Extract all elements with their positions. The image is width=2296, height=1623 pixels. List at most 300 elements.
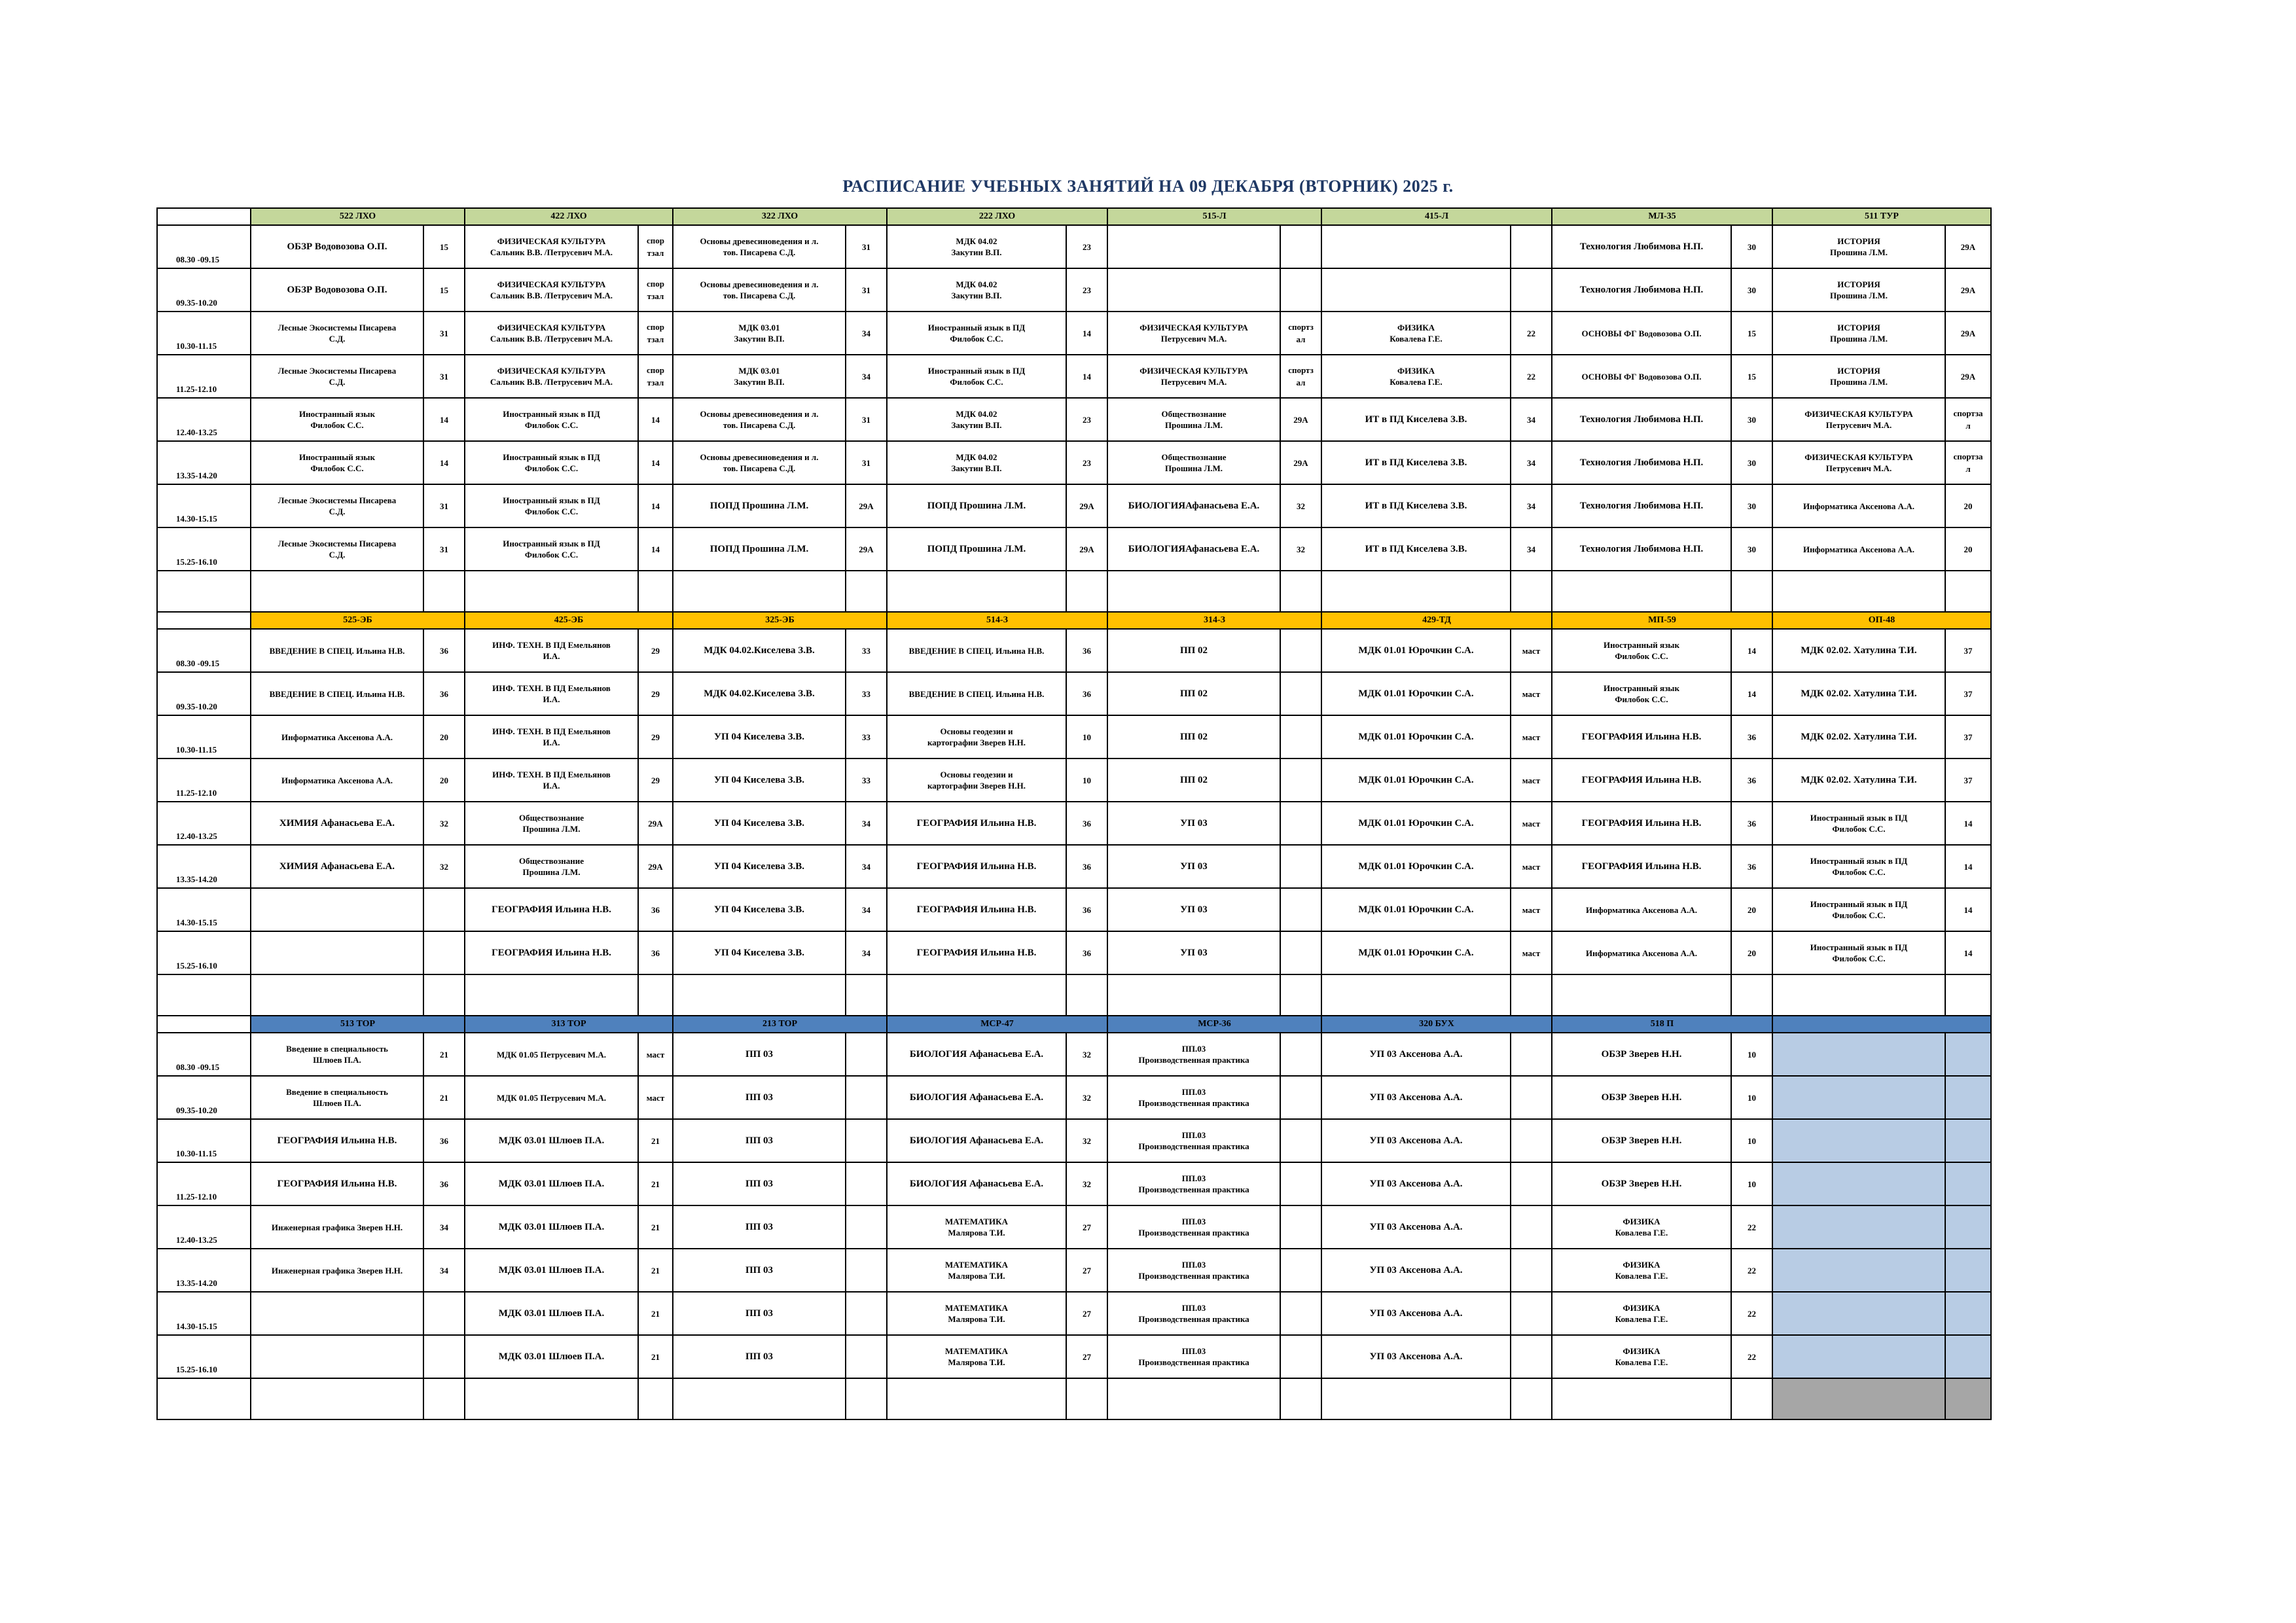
lesson-row bbox=[157, 268, 1991, 312]
subject-cell: ГЕОГРАФИЯ Ильина Н.В. bbox=[887, 802, 1066, 845]
subject-cell: МДК 03.01 Шлюев П.А. bbox=[465, 1119, 638, 1162]
subject-cell: Иностранный язык Филобок С.С. bbox=[1552, 672, 1731, 715]
subject-cell bbox=[1772, 1033, 1945, 1076]
room-cell bbox=[1280, 629, 1321, 672]
subject-cell: ФИЗИКА Ковалева Г.Е. bbox=[1552, 1335, 1731, 1378]
subject-cell: Основы геодезии и картографии Зверев Н.Н. bbox=[887, 758, 1066, 802]
room-cell: 27 bbox=[1066, 1292, 1107, 1335]
subject-cell: УП 03 bbox=[1107, 888, 1280, 931]
room-cell: 10 bbox=[1066, 758, 1107, 802]
group-header: 322 ЛХО bbox=[673, 208, 887, 225]
room-cell: спортза л bbox=[1945, 441, 1991, 484]
empty-cell bbox=[887, 571, 1066, 612]
room-cell bbox=[1280, 888, 1321, 931]
subject-cell: ВВЕДЕНИЕ В СПЕЦ. Ильина Н.В. bbox=[251, 629, 423, 672]
subject-cell: Основы древесиноведения и л. тов. Писарева С.Д. bbox=[673, 225, 846, 268]
room-cell: 36 bbox=[1066, 931, 1107, 974]
room-cell: 23 bbox=[1066, 398, 1107, 441]
subject-cell: УП 03 bbox=[1107, 845, 1280, 888]
empty-cell bbox=[1280, 571, 1321, 612]
subject-cell: Информатика Аксенова А.А. bbox=[1552, 931, 1731, 974]
room-cell: 34 bbox=[846, 845, 887, 888]
subject-cell: УП 04 Киселева З.В. bbox=[673, 845, 846, 888]
subject-cell: ПОПД Прошина Л.М. bbox=[887, 484, 1066, 527]
subject-cell: ПП.03 Производственная практика bbox=[1107, 1162, 1280, 1205]
empty-cell bbox=[423, 1378, 465, 1419]
room-cell: 10 bbox=[1731, 1119, 1772, 1162]
room-cell: 21 bbox=[423, 1033, 465, 1076]
room-cell: 34 bbox=[846, 888, 887, 931]
room-cell bbox=[1280, 715, 1321, 758]
lesson-row bbox=[157, 715, 1991, 758]
empty-cell bbox=[1945, 1378, 1991, 1419]
empty-cell bbox=[1511, 1378, 1552, 1419]
group-header-row bbox=[157, 612, 1991, 629]
header-corner-cell bbox=[157, 612, 251, 629]
subject-cell: МДК 01.01 Юрочкин С.А. bbox=[1321, 845, 1511, 888]
room-cell: 29А bbox=[1945, 355, 1991, 398]
empty-cell bbox=[638, 1378, 673, 1419]
lesson-row bbox=[157, 888, 1991, 931]
room-cell: 37 bbox=[1945, 672, 1991, 715]
room-cell: маст bbox=[1511, 758, 1552, 802]
room-cell: 33 bbox=[846, 758, 887, 802]
room-cell: 31 bbox=[423, 527, 465, 571]
subject-cell: ПП.03 Производственная практика bbox=[1107, 1292, 1280, 1335]
room-cell: 29А bbox=[638, 802, 673, 845]
subject-cell: ОБЗР Зверев Н.Н. bbox=[1552, 1162, 1731, 1205]
room-cell: 29А bbox=[1945, 268, 1991, 312]
subject-cell: ПП 03 bbox=[673, 1205, 846, 1249]
subject-cell: ПП 03 bbox=[673, 1335, 846, 1378]
room-cell: 22 bbox=[1511, 312, 1552, 355]
subject-cell bbox=[1107, 268, 1280, 312]
room-cell: 30 bbox=[1731, 484, 1772, 527]
room-cell: 14 bbox=[1731, 629, 1772, 672]
subject-cell: БИОЛОГИЯАфанасьева Е.А. bbox=[1107, 527, 1280, 571]
time-slot: 08.30 -09.15 bbox=[157, 1033, 251, 1076]
subject-cell bbox=[1107, 225, 1280, 268]
room-cell: спортз ал bbox=[1280, 312, 1321, 355]
room-cell: 14 bbox=[423, 398, 465, 441]
time-slot: 10.30-11.15 bbox=[157, 715, 251, 758]
subject-cell: Иностранный язык в ПД Филобок С.С. bbox=[887, 355, 1066, 398]
lesson-row bbox=[157, 312, 1991, 355]
room-cell: 31 bbox=[423, 312, 465, 355]
subject-cell: Основы древесиноведения и л. тов. Писарева С.Д. bbox=[673, 268, 846, 312]
lesson-row bbox=[157, 758, 1991, 802]
room-cell: 10 bbox=[1731, 1033, 1772, 1076]
group-header: 422 ЛХО bbox=[465, 208, 673, 225]
subject-cell: МАТЕМАТИКА Малярова Т.И. bbox=[887, 1292, 1066, 1335]
subject-cell: Иностранный язык в ПД Филобок С.С. bbox=[1772, 845, 1945, 888]
group-header: 425-ЭБ bbox=[465, 612, 673, 629]
room-cell: 30 bbox=[1731, 268, 1772, 312]
room-cell bbox=[846, 1335, 887, 1378]
room-cell: 37 bbox=[1945, 629, 1991, 672]
empty-cell bbox=[1511, 571, 1552, 612]
time-slot: 08.30 -09.15 bbox=[157, 629, 251, 672]
subject-cell: ФИЗИКА Ковалева Г.Е. bbox=[1321, 355, 1511, 398]
room-cell: 32 bbox=[423, 845, 465, 888]
spacer-row bbox=[157, 974, 1991, 1016]
lesson-row bbox=[157, 1076, 1991, 1119]
room-cell: 29 bbox=[638, 629, 673, 672]
room-cell: 14 bbox=[1945, 802, 1991, 845]
subject-cell: ИТ в ПД Киселева З.В. bbox=[1321, 398, 1511, 441]
empty-cell bbox=[673, 1378, 846, 1419]
room-cell bbox=[423, 931, 465, 974]
room-cell: 29А bbox=[1280, 441, 1321, 484]
subject-cell bbox=[1772, 1119, 1945, 1162]
room-cell: 21 bbox=[638, 1119, 673, 1162]
subject-cell bbox=[1772, 1335, 1945, 1378]
empty-cell bbox=[1731, 571, 1772, 612]
room-cell: 20 bbox=[1945, 527, 1991, 571]
room-cell bbox=[846, 1119, 887, 1162]
empty-cell bbox=[157, 1378, 251, 1419]
subject-cell: ПП 03 bbox=[673, 1033, 846, 1076]
room-cell: 30 bbox=[1731, 527, 1772, 571]
subject-cell: ГЕОГРАФИЯ Ильина Н.В. bbox=[887, 888, 1066, 931]
subject-cell: ФИЗИЧЕСКАЯ КУЛЬТУРА Петрусевич М.А. bbox=[1772, 398, 1945, 441]
empty-cell bbox=[638, 974, 673, 1016]
subject-cell: ГЕОГРАФИЯ Ильина Н.В. bbox=[887, 931, 1066, 974]
subject-cell: Иностранный язык в ПД Филобок С.С. bbox=[1772, 888, 1945, 931]
lesson-row bbox=[157, 398, 1991, 441]
group-header: 313 ТОР bbox=[465, 1016, 673, 1033]
subject-cell: МДК 03.01 Шлюев П.А. bbox=[465, 1249, 638, 1292]
room-cell: 34 bbox=[1511, 527, 1552, 571]
empty-cell bbox=[1552, 1378, 1731, 1419]
lesson-row bbox=[157, 527, 1991, 571]
room-cell: 36 bbox=[1066, 888, 1107, 931]
room-cell: 14 bbox=[1945, 931, 1991, 974]
group-header: 213 ТОР bbox=[673, 1016, 887, 1033]
room-cell: 36 bbox=[1066, 845, 1107, 888]
subject-cell: Иностранный язык в ПД Филобок С.С. bbox=[465, 441, 638, 484]
subject-cell bbox=[251, 1292, 423, 1335]
time-slot: 14.30-15.15 bbox=[157, 1292, 251, 1335]
room-cell bbox=[423, 1292, 465, 1335]
subject-cell: МДК 03.01 Шлюев П.А. bbox=[465, 1335, 638, 1378]
room-cell: 27 bbox=[1066, 1335, 1107, 1378]
group-header: МСР-36 bbox=[1107, 1016, 1321, 1033]
time-slot: 13.35-14.20 bbox=[157, 441, 251, 484]
room-cell: 15 bbox=[1731, 312, 1772, 355]
subject-cell: ГЕОГРАФИЯ Ильина Н.В. bbox=[1552, 845, 1731, 888]
time-slot: 15.25-16.10 bbox=[157, 527, 251, 571]
time-slot: 15.25-16.10 bbox=[157, 1335, 251, 1378]
room-cell bbox=[1511, 225, 1552, 268]
group-header: 415-Л bbox=[1321, 208, 1552, 225]
subject-cell: Информатика Аксенова А.А. bbox=[251, 758, 423, 802]
empty-cell bbox=[157, 571, 251, 612]
group-header-row bbox=[157, 1016, 1991, 1033]
subject-cell: МДК 03.01 Шлюев П.А. bbox=[465, 1292, 638, 1335]
subject-cell bbox=[251, 931, 423, 974]
group-header: 522 ЛХО bbox=[251, 208, 465, 225]
empty-cell bbox=[1107, 1378, 1280, 1419]
subject-cell: МДК 01.01 Юрочкин С.А. bbox=[1321, 888, 1511, 931]
group-header: ОП-48 bbox=[1772, 612, 1991, 629]
room-cell: 22 bbox=[1731, 1292, 1772, 1335]
lesson-row bbox=[157, 802, 1991, 845]
subject-cell: УП 03 bbox=[1107, 931, 1280, 974]
subject-cell: ИНФ. ТЕХН. В ПД Емельянов И.А. bbox=[465, 629, 638, 672]
room-cell: маст bbox=[638, 1076, 673, 1119]
room-cell: 22 bbox=[1731, 1335, 1772, 1378]
subject-cell: Иностранный язык в ПД Филобок С.С. bbox=[465, 527, 638, 571]
lesson-row bbox=[157, 484, 1991, 527]
empty-cell bbox=[673, 974, 846, 1016]
empty-cell bbox=[465, 974, 638, 1016]
room-cell: 14 bbox=[638, 484, 673, 527]
empty-cell bbox=[465, 1378, 638, 1419]
room-cell: 37 bbox=[1945, 758, 1991, 802]
subject-cell: ФИЗИЧЕСКАЯ КУЛЬТУРА Сальник В.В. /Петрусевич М.А. bbox=[465, 312, 638, 355]
time-slot: 12.40-13.25 bbox=[157, 802, 251, 845]
empty-cell bbox=[673, 571, 846, 612]
subject-cell: ГЕОГРАФИЯ Ильина Н.В. bbox=[251, 1162, 423, 1205]
room-cell bbox=[1280, 758, 1321, 802]
room-cell: спор тзал bbox=[638, 225, 673, 268]
subject-cell: ПОПД Прошина Л.М. bbox=[673, 527, 846, 571]
group-header: МЛ-35 bbox=[1552, 208, 1772, 225]
room-cell: спор тзал bbox=[638, 268, 673, 312]
subject-cell: ПП.03 Производственная практика bbox=[1107, 1076, 1280, 1119]
room-cell: 29 bbox=[638, 715, 673, 758]
room-cell bbox=[1280, 1249, 1321, 1292]
subject-cell: ПП.03 Производственная практика bbox=[1107, 1205, 1280, 1249]
room-cell bbox=[1945, 1119, 1991, 1162]
subject-cell bbox=[1772, 1162, 1945, 1205]
subject-cell: ВВЕДЕНИЕ В СПЕЦ. Ильина Н.В. bbox=[251, 672, 423, 715]
time-slot: 10.30-11.15 bbox=[157, 1119, 251, 1162]
time-slot: 11.25-12.10 bbox=[157, 758, 251, 802]
room-cell: 15 bbox=[423, 268, 465, 312]
room-cell: 34 bbox=[1511, 484, 1552, 527]
room-cell: 14 bbox=[1066, 312, 1107, 355]
subject-cell: Иностранный язык Филобок С.С. bbox=[1552, 629, 1731, 672]
subject-cell: ПП 03 bbox=[673, 1249, 846, 1292]
empty-cell bbox=[887, 974, 1066, 1016]
subject-cell: ВВЕДЕНИЕ В СПЕЦ. Ильина Н.В. bbox=[887, 672, 1066, 715]
room-cell bbox=[1280, 225, 1321, 268]
time-slot: 10.30-11.15 bbox=[157, 312, 251, 355]
subject-cell: МДК 02.02. Хатулина Т.И. bbox=[1772, 758, 1945, 802]
subject-cell: ФИЗИКА Ковалева Г.Е. bbox=[1552, 1292, 1731, 1335]
room-cell: 15 bbox=[423, 225, 465, 268]
subject-cell bbox=[251, 888, 423, 931]
room-cell bbox=[1945, 1205, 1991, 1249]
subject-cell: Лесные Экосистемы Писарева С.Д. bbox=[251, 484, 423, 527]
subject-cell: ПП 02 bbox=[1107, 758, 1280, 802]
room-cell: 36 bbox=[1731, 715, 1772, 758]
room-cell bbox=[1511, 268, 1552, 312]
subject-cell: МДК 01.01 Юрочкин С.А. bbox=[1321, 672, 1511, 715]
subject-cell: ФИЗИКА Ковалева Г.Е. bbox=[1552, 1249, 1731, 1292]
subject-cell: Иностранный язык в ПД Филобок С.С. bbox=[465, 484, 638, 527]
empty-cell bbox=[638, 571, 673, 612]
room-cell: 36 bbox=[638, 931, 673, 974]
room-cell: 22 bbox=[1731, 1205, 1772, 1249]
room-cell: 32 bbox=[1280, 527, 1321, 571]
subject-cell: ОБЗР Зверев Н.Н. bbox=[1552, 1119, 1731, 1162]
subject-cell: Иностранный язык в ПД Филобок С.С. bbox=[887, 312, 1066, 355]
room-cell: 31 bbox=[846, 268, 887, 312]
subject-cell: ИСТОРИЯ Прошина Л.М. bbox=[1772, 225, 1945, 268]
subject-cell bbox=[1772, 1205, 1945, 1249]
subject-cell: УП 03 Аксенова А.А. bbox=[1321, 1335, 1511, 1378]
subject-cell: УП 03 Аксенова А.А. bbox=[1321, 1076, 1511, 1119]
room-cell bbox=[1511, 1335, 1552, 1378]
schedule-table bbox=[156, 207, 1992, 1420]
lesson-row bbox=[157, 845, 1991, 888]
group-header: 513 ТОР bbox=[251, 1016, 465, 1033]
lesson-row bbox=[157, 1033, 1991, 1076]
subject-cell: БИОЛОГИЯ Афанасьева Е.А. bbox=[887, 1162, 1066, 1205]
lesson-row bbox=[157, 1335, 1991, 1378]
subject-cell: ГЕОГРАФИЯ Ильина Н.В. bbox=[465, 931, 638, 974]
empty-cell bbox=[1552, 974, 1731, 1016]
subject-cell: Иностранный язык Филобок С.С. bbox=[251, 398, 423, 441]
room-cell: 36 bbox=[1066, 672, 1107, 715]
room-cell bbox=[1511, 1249, 1552, 1292]
subject-cell: ГЕОГРАФИЯ Ильина Н.В. bbox=[251, 1119, 423, 1162]
group-header: 518 П bbox=[1552, 1016, 1772, 1033]
subject-cell: ИТ в ПД Киселева З.В. bbox=[1321, 527, 1511, 571]
subject-cell: ИТ в ПД Киселева З.В. bbox=[1321, 441, 1511, 484]
room-cell: 30 bbox=[1731, 225, 1772, 268]
room-cell bbox=[1280, 931, 1321, 974]
room-cell bbox=[423, 888, 465, 931]
subject-cell: Технология Любимова Н.П. bbox=[1552, 441, 1731, 484]
empty-cell bbox=[846, 571, 887, 612]
room-cell: 21 bbox=[638, 1335, 673, 1378]
spacer-row bbox=[157, 571, 1991, 612]
subject-cell: ИСТОРИЯ Прошина Л.М. bbox=[1772, 355, 1945, 398]
room-cell: 14 bbox=[423, 441, 465, 484]
room-cell: 14 bbox=[1945, 845, 1991, 888]
subject-cell: Иностранный язык в ПД Филобок С.С. bbox=[1772, 931, 1945, 974]
time-slot: 12.40-13.25 bbox=[157, 1205, 251, 1249]
empty-cell bbox=[157, 974, 251, 1016]
room-cell bbox=[1280, 1335, 1321, 1378]
subject-cell: ПП 03 bbox=[673, 1292, 846, 1335]
room-cell bbox=[1511, 1162, 1552, 1205]
subject-cell: ФИЗИЧЕСКАЯ КУЛЬТУРА Сальник В.В. /Петрусевич М.А. bbox=[465, 355, 638, 398]
empty-cell bbox=[1066, 571, 1107, 612]
room-cell: 21 bbox=[638, 1162, 673, 1205]
subject-cell: ФИЗИЧЕСКАЯ КУЛЬТУРА Петрусевич М.А. bbox=[1107, 355, 1280, 398]
room-cell bbox=[846, 1249, 887, 1292]
room-cell bbox=[1280, 672, 1321, 715]
subject-cell: Технология Любимова Н.П. bbox=[1552, 398, 1731, 441]
time-slot: 11.25-12.10 bbox=[157, 355, 251, 398]
empty-cell bbox=[1107, 571, 1280, 612]
empty-cell bbox=[1772, 571, 1945, 612]
time-slot: 11.25-12.10 bbox=[157, 1162, 251, 1205]
subject-cell: ФИЗИКА Ковалева Г.Е. bbox=[1321, 312, 1511, 355]
room-cell: 36 bbox=[1731, 758, 1772, 802]
subject-cell: МДК 03.01 Шлюев П.А. bbox=[465, 1162, 638, 1205]
subject-cell: Технология Любимова Н.П. bbox=[1552, 268, 1731, 312]
subject-cell: ГЕОГРАФИЯ Ильина Н.В. bbox=[1552, 715, 1731, 758]
subject-cell: Технология Любимова Н.П. bbox=[1552, 484, 1731, 527]
room-cell bbox=[1280, 1292, 1321, 1335]
subject-cell: Обществознание Прошина Л.М. bbox=[1107, 398, 1280, 441]
empty-cell bbox=[1731, 974, 1772, 1016]
room-cell: 31 bbox=[846, 398, 887, 441]
subject-cell: ХИМИЯ Афанасьева Е.А. bbox=[251, 802, 423, 845]
subject-cell: ОБЗР Зверев Н.Н. bbox=[1552, 1033, 1731, 1076]
subject-cell bbox=[251, 1335, 423, 1378]
room-cell: 36 bbox=[1066, 629, 1107, 672]
room-cell: 23 bbox=[1066, 268, 1107, 312]
empty-cell bbox=[1945, 974, 1991, 1016]
empty-cell bbox=[1511, 974, 1552, 1016]
empty-cell bbox=[1066, 974, 1107, 1016]
subject-cell: БИОЛОГИЯАфанасьева Е.А. bbox=[1107, 484, 1280, 527]
subject-cell: ОСНОВЫ ФГ Водовозова О.П. bbox=[1552, 355, 1731, 398]
room-cell: 21 bbox=[423, 1076, 465, 1119]
empty-cell bbox=[1280, 974, 1321, 1016]
room-cell: 27 bbox=[1066, 1205, 1107, 1249]
room-cell bbox=[1280, 268, 1321, 312]
subject-cell: Обществознание Прошина Л.М. bbox=[465, 802, 638, 845]
subject-cell: ПП 02 bbox=[1107, 672, 1280, 715]
room-cell: 36 bbox=[423, 629, 465, 672]
empty-cell bbox=[1731, 1378, 1772, 1419]
room-cell bbox=[1945, 1033, 1991, 1076]
room-cell: 14 bbox=[638, 398, 673, 441]
subject-cell: МДК 02.02. Хатулина Т.И. bbox=[1772, 629, 1945, 672]
room-cell: 21 bbox=[638, 1249, 673, 1292]
lesson-row bbox=[157, 1292, 1991, 1335]
subject-cell: ОБЗР Зверев Н.Н. bbox=[1552, 1076, 1731, 1119]
subject-cell: БИОЛОГИЯ Афанасьева Е.А. bbox=[887, 1033, 1066, 1076]
subject-cell: МДК 01.01 Юрочкин С.А. bbox=[1321, 802, 1511, 845]
subject-cell: МДК 04.02 Закутин В.П. bbox=[887, 268, 1066, 312]
room-cell: 32 bbox=[1066, 1076, 1107, 1119]
subject-cell: ПП 03 bbox=[673, 1162, 846, 1205]
lesson-row bbox=[157, 931, 1991, 974]
empty-cell bbox=[251, 571, 423, 612]
room-cell: 27 bbox=[1066, 1249, 1107, 1292]
spacer-row bbox=[157, 1378, 1991, 1419]
empty-cell bbox=[887, 1378, 1066, 1419]
lesson-row bbox=[157, 355, 1991, 398]
room-cell: 29А bbox=[638, 845, 673, 888]
room-cell bbox=[1511, 1292, 1552, 1335]
room-cell: 20 bbox=[1731, 888, 1772, 931]
subject-cell: Технология Любимова Н.П. bbox=[1552, 527, 1731, 571]
subject-cell: БИОЛОГИЯ Афанасьева Е.А. bbox=[887, 1076, 1066, 1119]
room-cell bbox=[1945, 1249, 1991, 1292]
subject-cell: Обществознание Прошина Л.М. bbox=[1107, 441, 1280, 484]
subject-cell: МДК 03.01 Закутин В.П. bbox=[673, 355, 846, 398]
room-cell: 21 bbox=[638, 1205, 673, 1249]
room-cell bbox=[846, 1033, 887, 1076]
room-cell: 14 bbox=[1066, 355, 1107, 398]
group-header: 320 БУХ bbox=[1321, 1016, 1552, 1033]
subject-cell bbox=[1772, 1076, 1945, 1119]
room-cell bbox=[846, 1076, 887, 1119]
room-cell: 34 bbox=[1511, 398, 1552, 441]
subject-cell: МДК 04.02 Закутин В.П. bbox=[887, 441, 1066, 484]
room-cell: 29А bbox=[1945, 312, 1991, 355]
